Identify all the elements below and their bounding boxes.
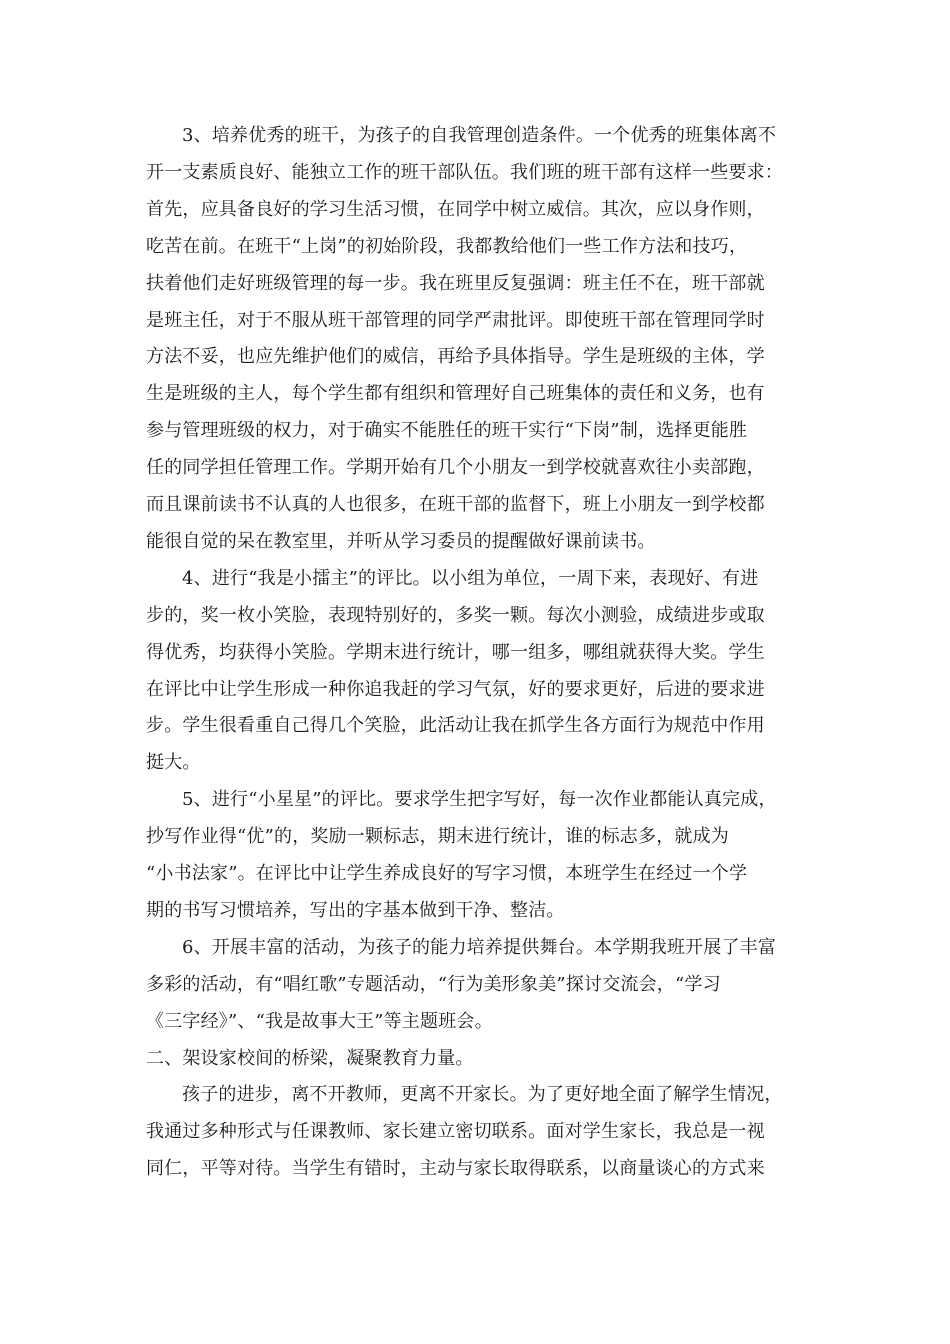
paragraph-line: 能很自觉的呆在教室里，并听从学习委员的提醒做好课前读书。 xyxy=(146,531,656,552)
paragraph-line: 4、进行“我是小擂主”的评比。以小组为单位，一周下来，表现好、有进 xyxy=(182,568,759,589)
paragraph-line: 任的同学担任管理工作。学期开始有几个小朋友一到学校就喜欢往小卖部跑， xyxy=(146,457,765,478)
paragraph-line: 得优秀，均获得小笑脸。学期末进行统计，哪一组多，哪组就获得大奖。学生 xyxy=(146,642,765,663)
paragraph-line: 多彩的活动，有“唱红歌”专题活动，“行为美形象美”探讨交流会，“学习 xyxy=(146,974,721,995)
paragraph-line: 生是班级的主人，每个学生都有组织和管理好自己班集体的责任和义务，也有 xyxy=(146,383,765,404)
paragraph-line: 6、开展丰富的活动，为孩子的能力培养提供舞台。本学期我班开展了丰富 xyxy=(182,937,777,958)
paragraph-line: 参与管理班级的权力，对于确实不能胜任的班干实行“下岗”制，选择更能胜 xyxy=(146,420,748,441)
paragraph-line: 我通过多种形式与任课教师、家长建立密切联系。面对学生家长，我总是一视 xyxy=(146,1121,765,1142)
paragraph-line: 方法不妥，也应先维护他们的威信，再给予具体指导。学生是班级的主体，学 xyxy=(146,346,765,367)
paragraph-line: 《三字经》”、“我是故事大王”等主题班会。 xyxy=(146,1011,493,1032)
paragraph-line: 5、进行“小星星”的评比。要求学生把字写好，每一次作业都能认真完成， xyxy=(182,789,777,810)
paragraph-line: 抄写作业得“优”的，奖励一颗标志，期末进行统计，谁的标志多，就成为 xyxy=(146,826,730,847)
paragraph-line: 在评比中让学生形成一种你追我赶的学习气氛，好的要求更好，后进的要求进 xyxy=(146,679,765,700)
paragraph-line: 同仁，平等对待。当学生有错时，主动与家长取得联系，以商量谈心的方式来 xyxy=(146,1158,765,1179)
paragraph-line: 步的，奖一枚小笑脸，表现特别好的，多奖一颗。每次小测验，成绩进步或取 xyxy=(146,605,765,626)
paragraph-line: 是班主任，对于不服从班干部管理的同学严肃批评。即使班干部在管理同学时 xyxy=(146,310,765,331)
section-heading: 二、架设家校间的桥梁，凝聚教育力量。 xyxy=(146,1048,474,1069)
paragraph-line: 扶着他们走好班级管理的每一步。我在班里反复强调：班主任不在，班干部就 xyxy=(146,273,765,294)
paragraph-line: 而且课前读书不认真的人也很多，在班干部的监督下，班上小朋友一到学校都 xyxy=(146,494,765,515)
paragraph-line: 首先，应具备良好的学习生活习惯，在同学中树立威信。其次，应以身作则， xyxy=(146,199,765,220)
paragraph-line: 开一支素质良好、能独立工作的班干部队伍。我们班的班干部有这样一些要求： xyxy=(146,162,783,183)
paragraph-line: 步。学生很看重自己得几个笑脸，此活动让我在抓学生各方面行为规范中作用 xyxy=(146,715,765,736)
paragraph-line: 孩子的进步，离不开教师，更离不开家长。为了更好地全面了解学生情况， xyxy=(182,1084,783,1105)
paragraph-line: 挺大。 xyxy=(146,752,201,773)
paragraph-line: 吃苦在前。在班干“上岗”的初始阶段，我都教给他们一些工作方法和技巧， xyxy=(146,236,748,257)
paragraph-line: “小书法家”。在评比中让学生养成良好的写字习惯，本班学生在经过一个学 xyxy=(146,863,748,884)
paragraph-line: 3、培养优秀的班干，为孩子的自我管理创造条件。一个优秀的班集体离不 xyxy=(182,125,777,146)
paragraph-line: 期的书写习惯培养，写出的字基本做到干净、整洁。 xyxy=(146,900,565,921)
